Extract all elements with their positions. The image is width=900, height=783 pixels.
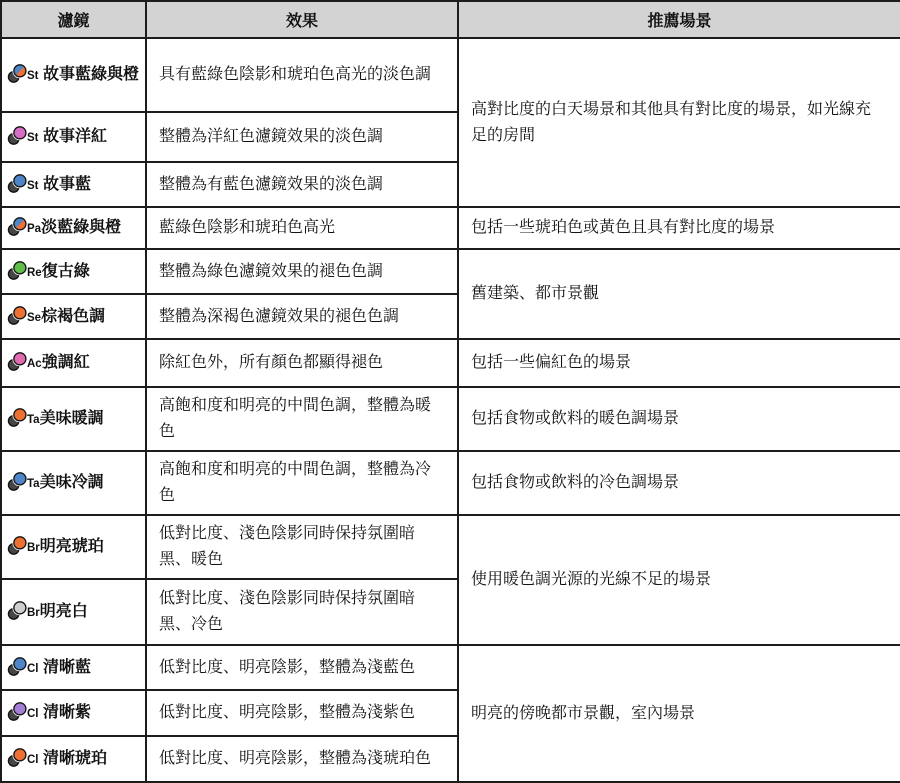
filter-prefix: Re [27, 266, 42, 279]
table-row [1, 38, 900, 112]
filter-label [1, 515, 146, 579]
filter-label [1, 162, 146, 207]
filter-icon [7, 407, 28, 428]
filter-icon [7, 63, 28, 84]
table-row [1, 387, 900, 451]
filter-prefix: Ac [27, 358, 42, 370]
scene-cell: 包括一些琥珀色或黃色且具有對比度的場景 [458, 207, 900, 249]
filter-prefix: Cl [27, 754, 39, 766]
filter-name: 清晰藍 [38, 658, 91, 676]
filter-prefix: Br [27, 607, 40, 619]
filter-name: 故事藍綠與橙 [38, 66, 139, 83]
effect-cell: 具有藍綠色陰影和琥珀色高光的淡色調 [146, 38, 458, 112]
filter-label [1, 579, 146, 645]
filter-icon [7, 216, 28, 237]
scene-cell: 使用暖色調光源的光線不足的場景 [458, 515, 900, 645]
scene-cell: 高對比度的白天場景和其他具有對比度的場景，如光線充足的房間 [458, 38, 900, 207]
filter-prefix: St [27, 70, 39, 82]
table-row [1, 207, 900, 249]
filter-name: 清晰琥珀 [38, 750, 107, 767]
table-row [1, 451, 900, 515]
filter-prefix: St [27, 179, 39, 192]
filter-label [1, 38, 146, 112]
header-scene: 推薦場景 [458, 1, 900, 38]
filter-icon [7, 173, 28, 194]
table-row [1, 339, 900, 387]
filter-name: 清晰紫 [38, 704, 91, 721]
filter-label [1, 690, 146, 736]
table-row [1, 645, 900, 690]
filter-icon [7, 656, 28, 677]
filter-name: 故事藍 [38, 175, 91, 193]
filter-name: 明亮白 [39, 603, 88, 620]
effect-cell: 低對比度、明亮陰影，整體為淺琥珀色 [146, 736, 458, 782]
effect-cell: 整體為有藍色濾鏡效果的淡色調 [146, 162, 458, 207]
filter-icon [7, 747, 28, 768]
filter-label [1, 736, 146, 782]
filter-icon [7, 351, 28, 372]
filter-prefix: Br [27, 542, 40, 554]
filter-label [1, 339, 146, 387]
table-row [1, 515, 900, 579]
effect-cell: 低對比度、淺色陰影同時保持氛圍暗黑、暖色 [146, 515, 458, 579]
table-row [1, 249, 900, 294]
effect-cell: 整體為洋紅色濾鏡效果的淡色調 [146, 112, 458, 162]
effect-cell: 整體為深褐色濾鏡效果的褪色色調 [146, 294, 458, 339]
filter-name: 淡藍綠與橙 [41, 219, 122, 236]
header-effect: 效果 [146, 1, 458, 38]
filter-prefix: Ta [27, 414, 40, 426]
filter-prefix: Cl [27, 708, 39, 720]
scene-cell: 包括一些偏紅色的場景 [458, 339, 900, 387]
filter-name: 美味冷調 [39, 474, 104, 491]
filter-icon [7, 535, 28, 556]
filter-icon [7, 701, 28, 722]
filter-prefix: Ta [27, 478, 40, 490]
scene-cell: 明亮的傍晚都市景觀，室內場景 [458, 645, 900, 782]
filter-name: 復古綠 [41, 262, 90, 280]
header-row [1, 1, 900, 38]
effect-cell: 藍綠色陰影和琥珀色高光 [146, 207, 458, 249]
filter-name: 棕褐色調 [41, 307, 106, 325]
filter-name: 美味暖調 [39, 410, 104, 427]
filter-label [1, 387, 146, 451]
filter-label [1, 645, 146, 690]
scene-cell: 包括食物或飲料的冷色調場景 [458, 451, 900, 515]
effect-cell: 低對比度、淺色陰影同時保持氛圍暗黑、冷色 [146, 579, 458, 645]
filter-icon [7, 125, 28, 146]
effect-cell: 低對比度、明亮陰影，整體為淺紫色 [146, 690, 458, 736]
filter-icon [7, 260, 28, 281]
filter-label [1, 451, 146, 515]
effect-cell: 高飽和度和明亮的中間色調，整體為暖色 [146, 387, 458, 451]
effect-cell: 整體為綠色濾鏡效果的褪色色調 [146, 249, 458, 294]
scene-cell: 舊建築、都市景觀 [458, 249, 900, 339]
filter-prefix: Se [27, 311, 42, 324]
filter-label [1, 249, 146, 294]
effect-cell: 除紅色外，所有顏色都顯得褪色 [146, 339, 458, 387]
effect-cell: 高飽和度和明亮的中間色調，整體為冷色 [146, 451, 458, 515]
filter-name: 明亮琥珀 [39, 538, 104, 555]
filter-icon [7, 471, 28, 492]
filter-label [1, 207, 146, 249]
filter-label [1, 112, 146, 162]
effect-cell: 低對比度、明亮陰影，整體為淺藍色 [146, 645, 458, 690]
scene-cell: 包括食物或飲料的暖色調場景 [458, 387, 900, 451]
filter-icon [7, 305, 28, 326]
filter-prefix: Cl [27, 662, 39, 675]
filter-prefix: Pa [27, 223, 42, 235]
header-filter: 濾鏡 [1, 1, 146, 38]
filter-label [1, 294, 146, 339]
filter-name: 故事洋紅 [38, 128, 107, 145]
filter-icon [7, 600, 28, 621]
filter-name: 強調紅 [41, 354, 90, 371]
filter-prefix: St [27, 132, 39, 144]
